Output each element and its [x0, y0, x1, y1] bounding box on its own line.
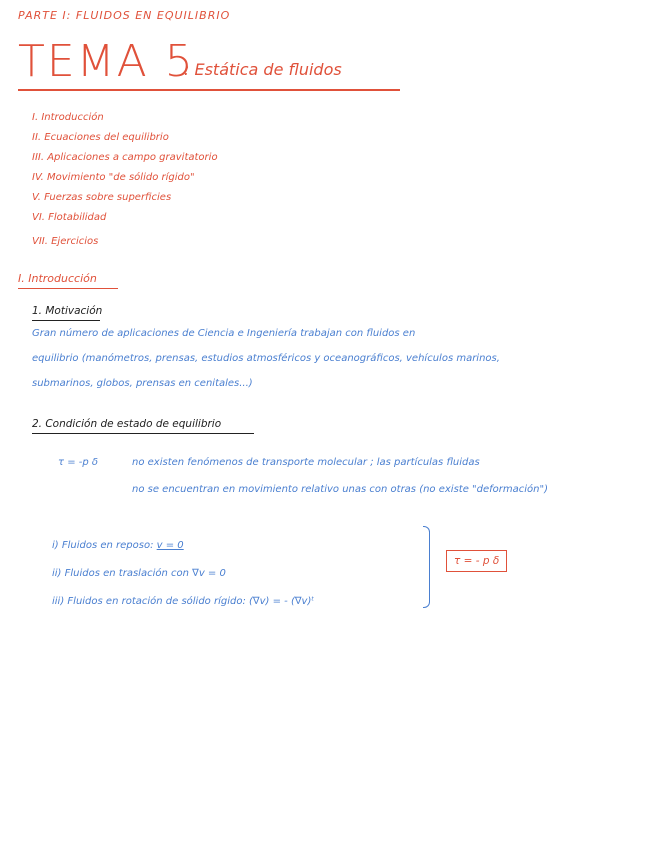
- case-item: ii) Fluidos en traslación con ∇v = 0: [52, 568, 226, 579]
- right-brace: [423, 526, 430, 608]
- subsection-title-equilibrio: 2. Condición de estado de equilibrio: [32, 418, 222, 430]
- section-underline: [18, 288, 118, 289]
- subsection-title-motivacion: 1. Motivación: [32, 305, 103, 317]
- toc-item: III. Aplicaciones a campo gravitatorio: [32, 152, 218, 163]
- toc-item: IV. Movimiento "de sólido rígido": [32, 172, 195, 183]
- toc-item: VII. Ejercicios: [32, 236, 99, 247]
- toc-item: VI. Flotabilidad: [32, 212, 107, 223]
- motivation-line: submarinos, globos, prensas en cenitales...): [32, 378, 253, 389]
- motivation-line: equilibrio (manómetros, prensas, estudios atmosféricos y oceanográficos, vehículos marinos,: [32, 353, 500, 364]
- tema-title: TEMA 5: [18, 36, 195, 87]
- motivation-line: Gran número de aplicaciones de Ciencia e Ingeniería trabajan con fluidos en: [32, 328, 416, 339]
- result-box: τ = - p δ: [446, 550, 507, 572]
- section-heading: I. Introducción: [18, 272, 97, 285]
- equilibrium-text: no existen fenómenos de transporte molecular ; las partículas fluidas: [132, 457, 480, 468]
- subsection-underline: [32, 320, 100, 321]
- subsection-underline: [32, 433, 254, 434]
- equilibrium-equation: τ = -p δ: [58, 457, 99, 468]
- toc-item: I. Introducción: [32, 112, 104, 123]
- case-item: i) Fluidos en reposo: v = 0: [52, 540, 184, 551]
- equilibrium-text: no se encuentran en movimiento relativo unas con otras (no existe "deformación"): [132, 484, 548, 495]
- tema-subtitle: : Estática de fluidos: [184, 60, 342, 79]
- toc-item: II. Ecuaciones del equilibrio: [32, 132, 169, 143]
- case-item: iii) Fluidos en rotación de sólido rígido: (∇v) = - (∇v)ᵗ: [52, 596, 315, 607]
- part-heading: PARTE I: FLUIDOS EN EQUILIBRIO: [18, 9, 231, 22]
- toc-item: V. Fuerzas sobre superficies: [32, 192, 172, 203]
- title-underline: [18, 89, 400, 91]
